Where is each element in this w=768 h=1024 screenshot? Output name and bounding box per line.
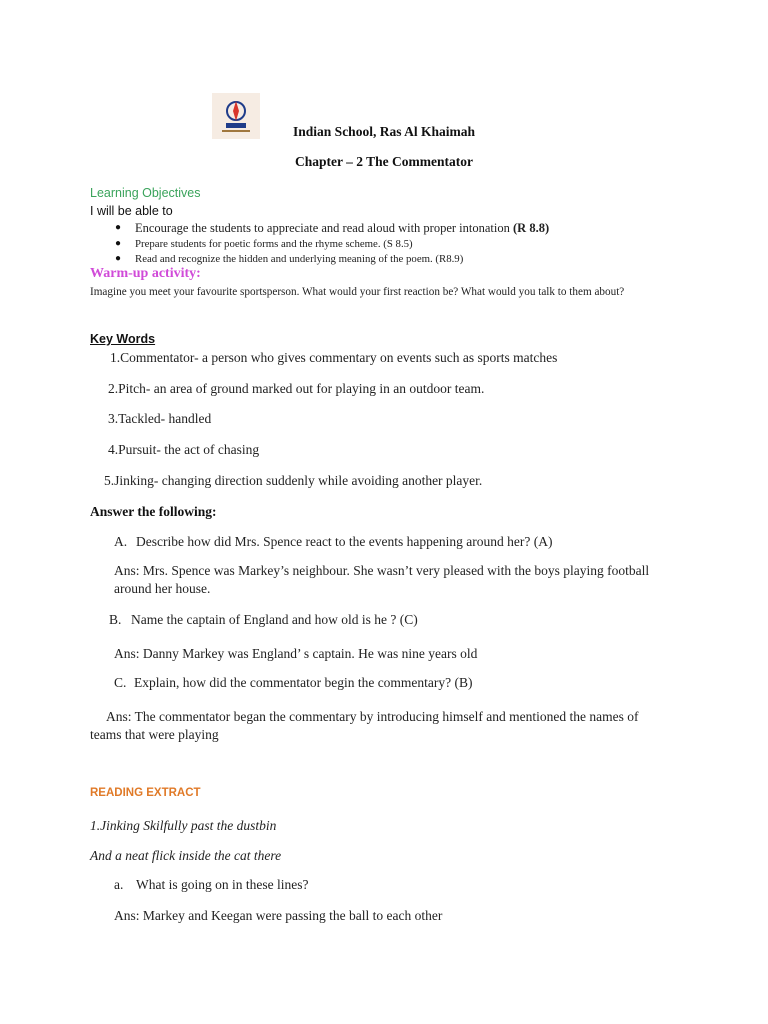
key-word-item: 3.Tackled- handled: [108, 411, 212, 426]
school-name: Indian School, Ras Al Khaimah: [293, 124, 475, 139]
key-words-heading: Key Words: [90, 332, 156, 346]
extract-question: [0, 877, 768, 895]
bullet-icon: ●: [115, 238, 122, 249]
reading-extract-heading: READING EXTRACT: [90, 787, 201, 799]
answer-c: Ans: The commentator began the commentary by introducing himself and mentioned the names of teams that were playing: [90, 709, 639, 742]
warmup-text: Imagine you meet your favourite sportsperson. What would your first reaction be? What would you talk to them about?: [90, 286, 625, 298]
objective-code: (R 8.8): [513, 221, 550, 235]
objective-text: Read and recognize the hidden and underlying meaning of the poem. (R8.9): [135, 253, 464, 265]
key-word-item: 2.Pitch- an area of ground marked out for playing in an outdoor team.: [108, 381, 485, 396]
objective-text: Prepare students for poetic forms and the rhyme scheme. (S 8.5): [135, 238, 413, 250]
objective-item: [0, 221, 768, 237]
objective-text: Encourage the students to appreciate and read aloud with proper intonation: [135, 221, 513, 235]
key-word-item: 1.Commentator- a person who gives commentary on events such as sports matches: [110, 350, 558, 365]
learning-objectives-intro: I will be able to: [90, 204, 173, 218]
extract-line: 1.Jinking Skilfully past the dustbin: [90, 818, 277, 833]
question-a: [0, 534, 768, 552]
question-b: [0, 612, 768, 630]
answer-a: Ans: Mrs. Spence was Markey’s neighbour. She wasn’t very pleased with the boys playing football around her house.: [114, 563, 650, 596]
bullet-icon: ●: [115, 222, 122, 233]
question-text: Explain, how did the commentator begin the commentary? (B): [134, 675, 473, 690]
bullet-icon: ●: [115, 253, 122, 264]
question-text: Name the captain of England and how old is he ? (C): [131, 612, 418, 627]
objective-item: [0, 238, 768, 253]
question-text: What is going on in these lines?: [136, 877, 309, 892]
learning-objectives-heading: Learning Objectives: [90, 186, 201, 200]
extract-answer: Ans: Markey and Keegan were passing the ball to each other: [114, 908, 443, 923]
extract-line: And a neat flick inside the cat there: [90, 848, 282, 863]
warmup-heading: Warm-up activity:: [90, 266, 201, 281]
key-word-item: 5.Jinking- changing direction suddenly while avoiding another player.: [104, 473, 483, 488]
answer-heading: Answer the following:: [90, 504, 217, 519]
question-label: A.: [114, 534, 128, 549]
key-word-item: 4.Pursuit- the act of chasing: [108, 442, 260, 457]
chapter-title: Chapter – 2 The Commentator: [295, 154, 473, 169]
question-label: B.: [109, 612, 122, 627]
question-label: a.: [114, 877, 124, 892]
question-text: Describe how did Mrs. Spence react to the events happening around her? (A): [136, 534, 553, 549]
question-label: C.: [114, 675, 127, 690]
question-c: [0, 675, 768, 693]
answer-b: Ans: Danny Markey was England’ s captain. He was nine years old: [114, 646, 478, 661]
